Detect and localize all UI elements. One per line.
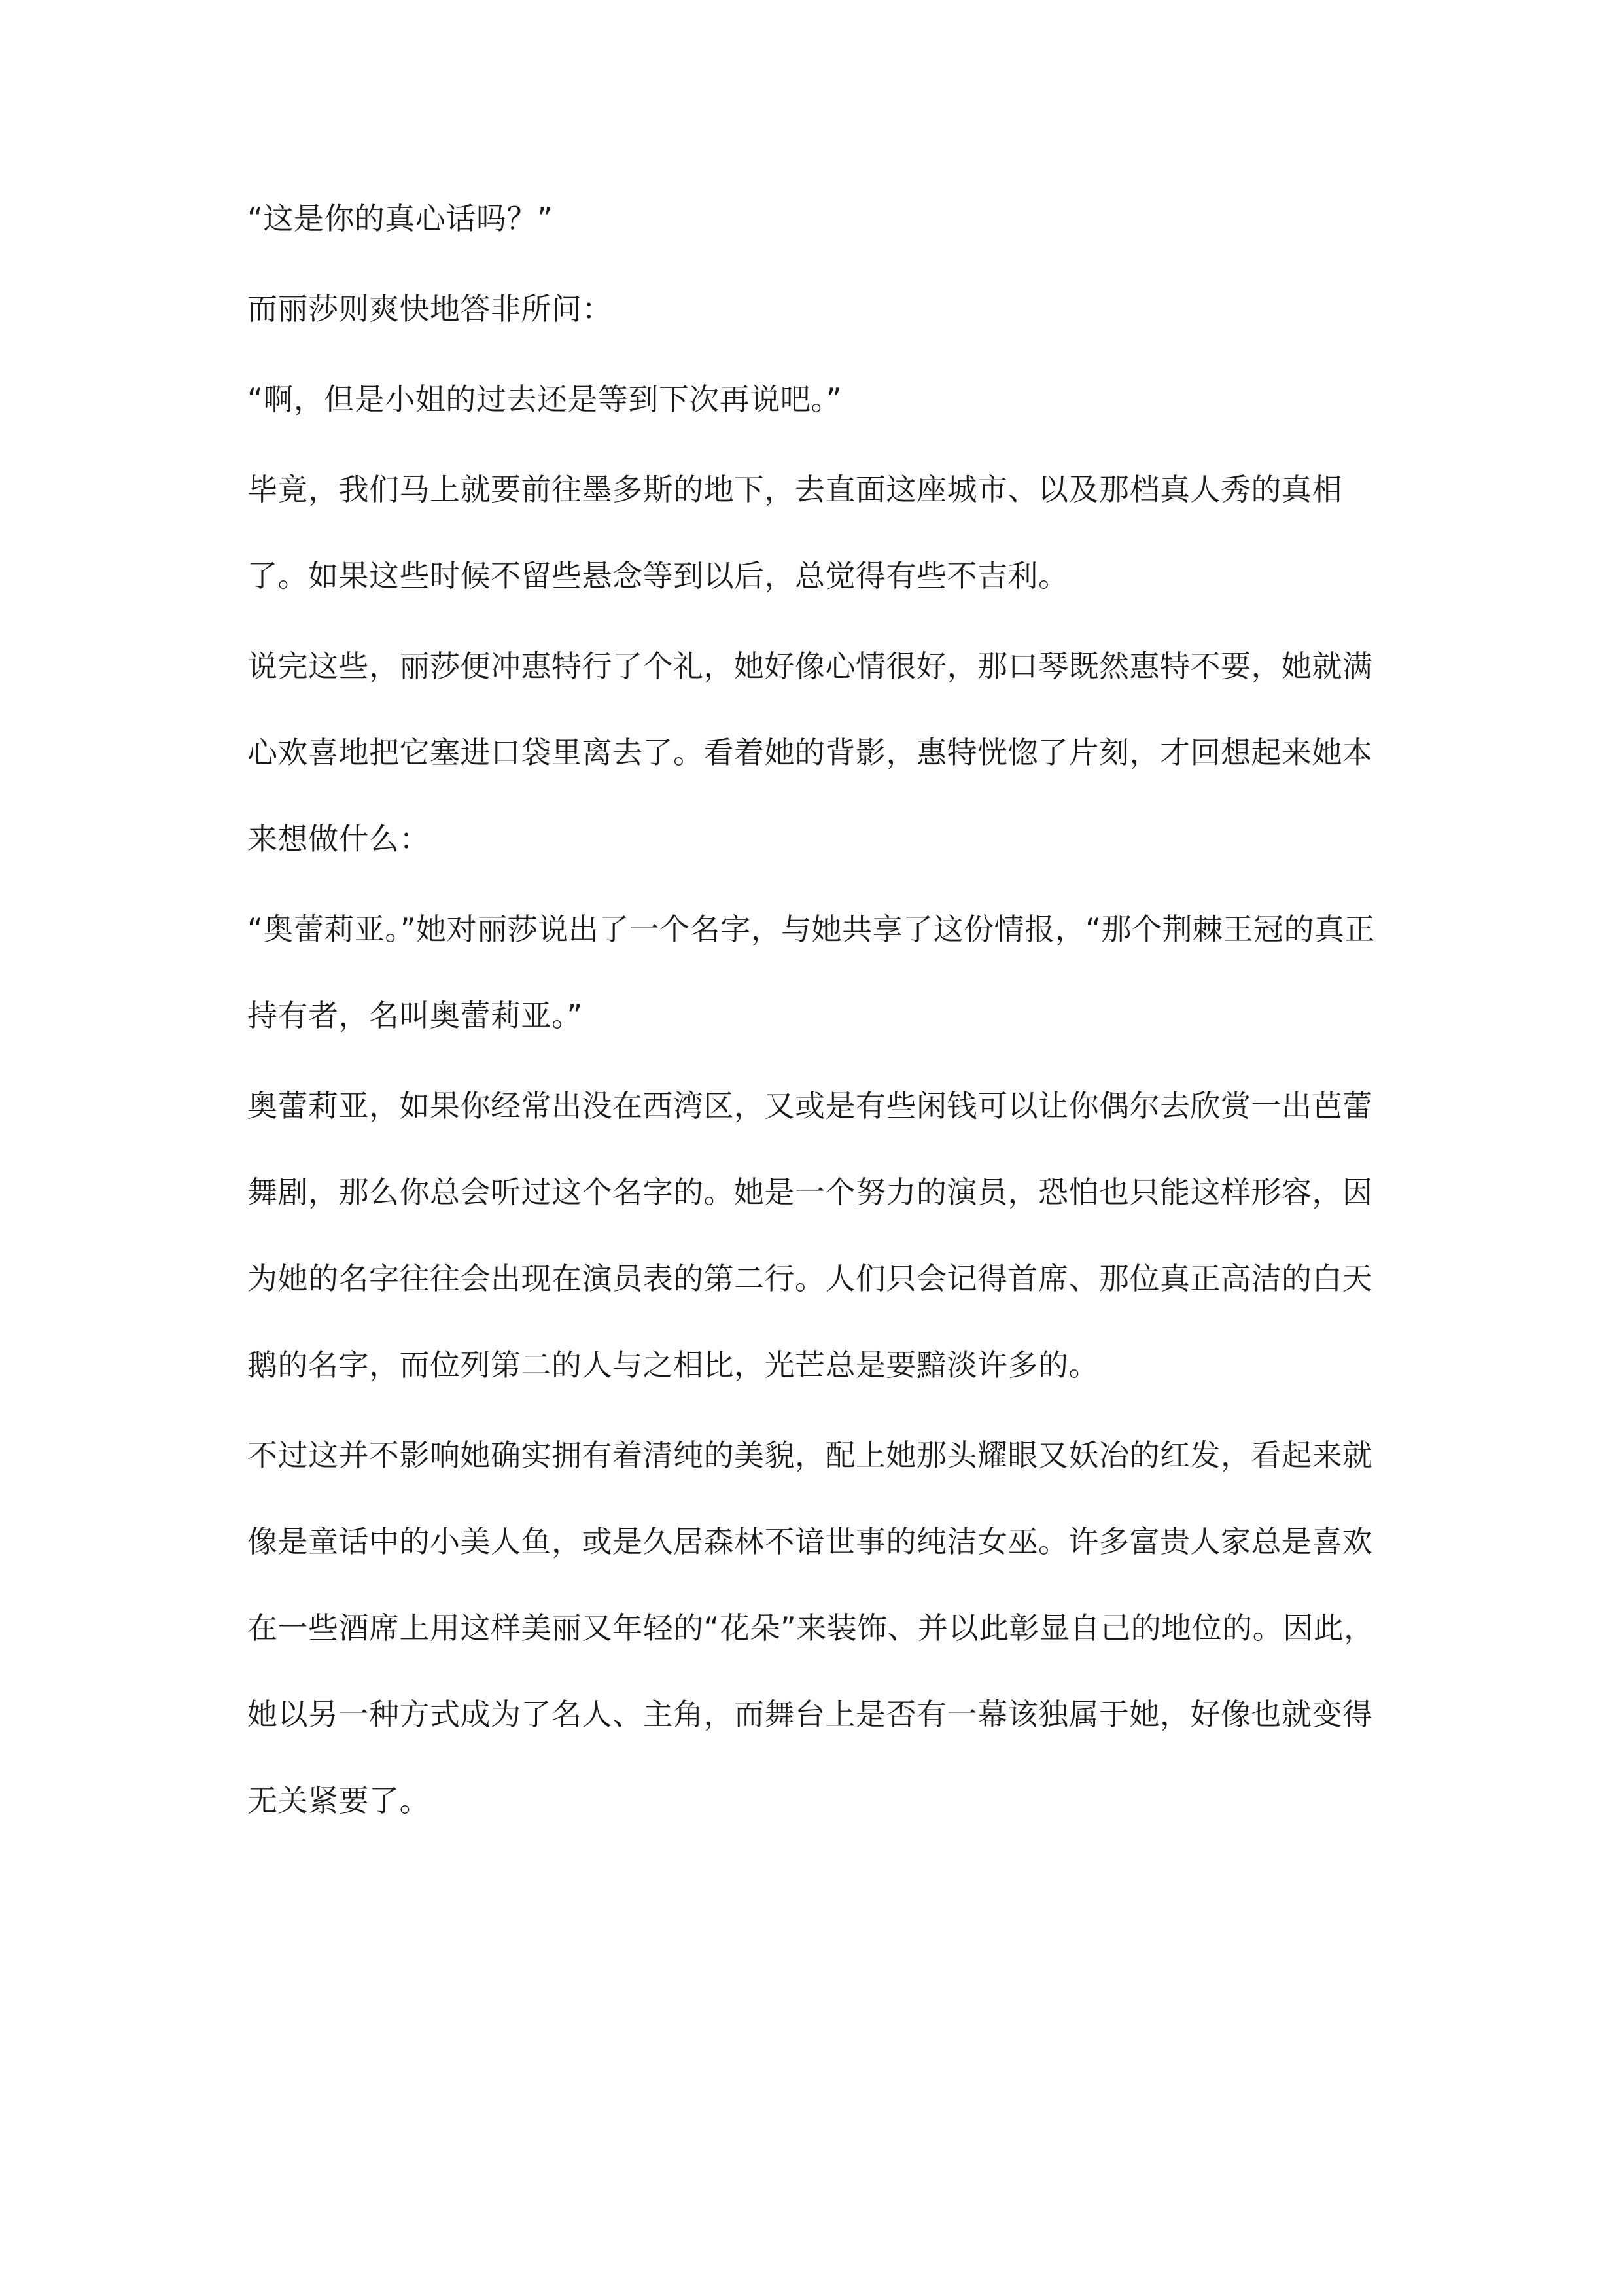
paragraph-4: 毕竟，我们马上就要前往墨多斯的地下，去直面这座城市、以及那档真人秀的真相了。如果这些时候不留些悬念等到以后，总觉得有些不吉利。 (247, 472, 1342, 593)
paragraph-7: 奥蕾莉亚，如果你经常出没在西湾区，又或是有些闲钱可以让你偶尔去欣赏一出芭蕾舞剧，那么你总会听过这个名字的。她是一个努力的演员，恐怕也只能这样形容，因为她的名字往往会出现在演员表的第二行。人们只会记得首席、那位真正高洁的白天鹅的名字，而位列第二的人与之相比，光芒总是要黯淡许多的。 (247, 1088, 1373, 1383)
paragraph-1: “这是你的真心话吗？” (247, 201, 553, 236)
paragraph-6: “奥蕾莉亚。”她对丽莎说出了一个名字，与她共享了这份情报，“那个荆棘王冠的真正持有者，名叫奥蕾莉亚。” (247, 911, 1375, 1033)
paragraph-2: 而丽莎则爽快地答非所问： (247, 291, 612, 327)
paragraph-5: 说完这些，丽莎便冲惠特行了个礼，她好像心情很好，那口琴既然惠特不要，她就满心欢喜地把它塞进口袋里离去了。看着她的背影，惠特恍惚了片刻，才回想起来她本来想做什么： (247, 648, 1373, 857)
paragraph-8: 不过这并不影响她确实拥有着清纯的美貌，配上她那头耀眼又妖冶的红发，看起来就像是童话中的小美人鱼，或是久居森林不谙世事的纯洁女巫。许多富贵人家总是喜欢在一些酒席上用这样美丽又年轻的“花朵”来装饰、并以此彰显自己的地位的。因此，她以另一种方式成为了名人、主角，而舞台上是否有一幕该独属于她，好像也就变得无关紧要了。 (247, 1438, 1374, 1818)
document-body (247, 175, 1376, 1848)
paragraph-3: “啊，但是小姐的过去还是等到下次再说吧。” (247, 381, 843, 417)
